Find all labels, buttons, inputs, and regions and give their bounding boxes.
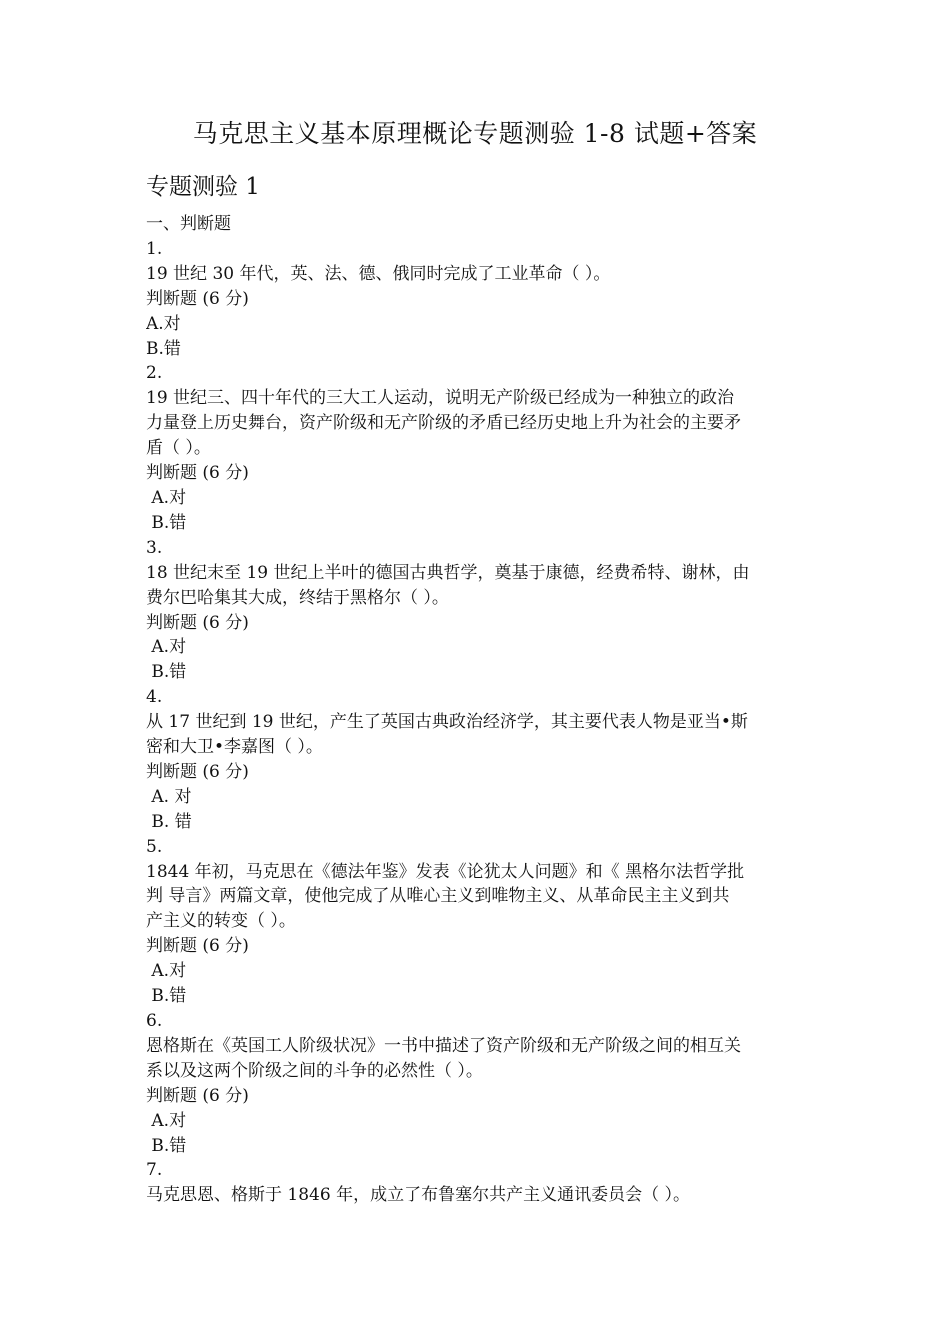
answer-option: A.对 [146, 961, 187, 982]
question-type-label: 判断题 (6 分) [146, 288, 249, 309]
answer-option: A.对 [146, 1110, 187, 1131]
question-item [146, 835, 810, 1009]
question-item [146, 1158, 810, 1208]
question-number: 7. [146, 1160, 163, 1181]
answer-option: A.对 [146, 487, 187, 508]
question-number: 5. [146, 836, 163, 857]
answer-option: B. 错 [146, 811, 192, 832]
question-stem-line: 从 17 世纪到 19 世纪，产生了英国古典政治经济学，其主要代表人物是亚当•斯 [146, 712, 748, 733]
question-stem-line: 恩格斯在《英国工人阶级状况》一书中描述了资产阶级和无产阶级之间的相互关 [146, 1035, 741, 1056]
question-stem-line: 19 世纪三、四十年代的三大工人运动，说明无产阶级已经成为一种独立的政治 [146, 388, 735, 409]
question-type-label: 判断题 (6 分) [146, 612, 249, 633]
question-number: 6. [146, 1011, 163, 1031]
answer-option: A. 对 [146, 786, 192, 807]
section-title: 专题测验 1 [146, 174, 260, 200]
question-stem-line: 18 世纪末至 19 世纪上半叶的德国古典哲学，奠基于康德，经费希特、谢林，由 [146, 562, 750, 583]
question-item [146, 237, 810, 362]
question-stem-line: 力量登上历史舞台，资产阶级和无产阶级的矛盾已经历史地上升为社会的主要矛 [146, 413, 741, 434]
answer-option: B.错 [146, 1135, 187, 1156]
question-stem-line: 盾（ ）。 [146, 438, 211, 459]
question-number: 1. [146, 238, 163, 259]
question-stem-line: 系以及这两个阶级之间的斗争的必然性（ ）。 [146, 1060, 483, 1081]
answer-option: A.对 [146, 637, 187, 658]
question-number: 4. [146, 687, 163, 708]
part-heading: 一、判断题 [146, 214, 231, 234]
question-item [146, 1009, 810, 1158]
question-item [146, 361, 810, 535]
question-list [146, 237, 810, 1208]
question-type-label: 判断题 (6 分) [146, 463, 249, 484]
answer-option: B.错 [146, 338, 181, 359]
question-item [146, 685, 810, 834]
question-stem-line: 密和大卫•李嘉图（ ）。 [146, 737, 323, 758]
answer-option: A.对 [146, 313, 181, 334]
question-stem-line: 马克思恩、格斯于 1846 年，成立了布鲁塞尔共产主义通讯委员会（ ）。 [146, 1185, 690, 1206]
question-stem-line: 判 导言》两篇文章，使他完成了从唯心主义到唯物主义、从革命民主主义到共 [146, 886, 730, 907]
document-title: 马克思主义基本原理概论专题测验 1-8 试题+答案 [192, 119, 758, 148]
question-stem-line: 费尔巴哈集其大成，终结于黑格尔（ ）。 [146, 587, 449, 608]
question-stem-line: 产主义的转变（ ）。 [146, 911, 296, 932]
answer-option: B.错 [146, 986, 187, 1007]
question-type-label: 判断题 (6 分) [146, 1085, 249, 1106]
question-number: 2. [146, 363, 163, 384]
question-number: 3. [146, 537, 163, 558]
answer-option: B.错 [146, 662, 187, 683]
question-stem-line: 1844 年初，马克思在《德法年鉴》发表《论犹太人问题》和《 黑格尔法哲学批 [146, 861, 745, 882]
question-item [146, 536, 810, 685]
quiz-content [146, 212, 810, 1208]
question-stem-line: 19 世纪 30 年代，英、法、德、俄同时完成了工业革命（ ）。 [146, 263, 611, 284]
question-type-label: 判断题 (6 分) [146, 936, 249, 957]
answer-option: B.错 [146, 512, 187, 533]
question-type-label: 判断题 (6 分) [146, 761, 249, 782]
